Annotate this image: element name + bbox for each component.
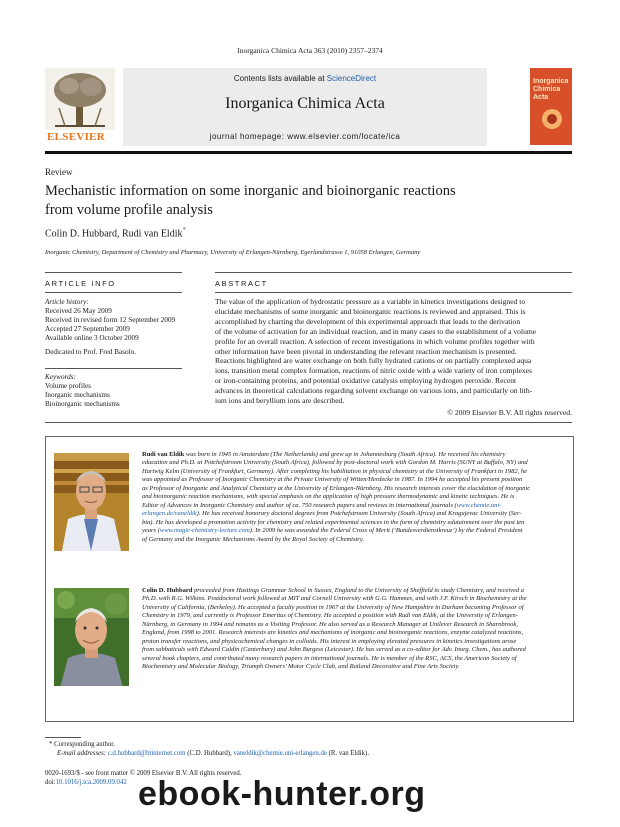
bio-line: ). He has received honorary doctoral degrees from Potchefstroom University (South Africa) and Kragujevac University (Ser- [196, 510, 522, 518]
bio-line: years ( [142, 527, 160, 535]
authors-text: Colin D. Hubbard, Rudi van Eldik [45, 228, 183, 240]
contents-line [123, 74, 487, 83]
issn-line: 0020-1693/$ - see front matter © 2009 Elsevier B.V. All rights reserved. [45, 770, 242, 777]
journal-header [45, 68, 572, 148]
bio-line: was born in 1945 in Amsterdam (The Netherlands) and grew up in Johannesburg (South Africa). He received his chemistry [184, 451, 506, 458]
bio-line: from sabbaticals with Edward Caldin (Canterbury) and John Burgess (Leicester). He has served as a co-editor for Adv. Inorg. Chem., has authored [142, 646, 526, 654]
portrait-van-eldik-icon [54, 453, 129, 551]
email-owner: (C.D. Hubbard), [185, 750, 234, 757]
homepage-link-cont[interactable]: erlangen.de/vaneldik [142, 510, 197, 518]
title-line: from volume profile analysis [45, 202, 213, 218]
bio-line: England, from 1998 to 2001. Research interests are kinetics and mechanisms of inorganic and bioinorganic reactions, enzyme catalyzed reactions, [142, 629, 524, 637]
abstract-line: accomplished by charting the development of this experimental approach that leads to the derivation [215, 316, 521, 326]
abstract-line: of the volume of activation for an individual reaction, and in many cases to the establishment of a volume [215, 326, 537, 336]
bio-line: University of California, (Berkeley). He accepted a faculty position in 1967 at the University of New Hampshire in Durham becoming Professor of [142, 603, 524, 611]
author-photo-hubbard [54, 588, 129, 686]
bio-line: Biochemistry and Molecular Biology, Triumph Owners’ Motor Cycle Club, and Rutland Decorative and Fine Arts Society. [142, 663, 460, 671]
abstract-line: The value of the application of hydrostatic pressure as a variable in kinetics investigations designed to [215, 297, 526, 306]
article-history [45, 298, 205, 357]
article-title [45, 182, 565, 220]
journal-homepage[interactable]: journal homepage: www.elsevier.com/locate/ica [209, 132, 401, 141]
bio-line: and bioinorganic reaction mechanisms, with special emphasis on the application of high pressure thermodynamic and kinetic techniques. He is [142, 493, 515, 501]
watermark: ebook-hunter.org [138, 775, 426, 813]
article-info-heading: ARTICLE INFO [45, 279, 116, 288]
abstract-line: advances in theoretical calculations regarding solvent exchange on various ions, and particularly on lith- [215, 386, 533, 396]
bio-line: Nürnberg, in Germany in 1994 and remains as a Visiting Professor. He also served as a Research Manager at Unilever Research in Sharnbrook, [142, 620, 518, 628]
corresponding-mark[interactable]: * [182, 226, 186, 234]
dedication: Dedicated to Prof. Fred Basolo. [45, 348, 137, 356]
bio-line: Hartwig Kelm (University of Frankfurt, Germany). After completing his habilitation in physical chemistry at the University of Frankfurt in 1982, he [142, 467, 527, 475]
cover-title: Inorganica Chimica Acta [533, 78, 569, 101]
footnote-mark: * [49, 741, 53, 748]
keyword: Volume profiles [45, 382, 91, 390]
author-list [45, 226, 186, 239]
homepage-link[interactable]: www.chemie.uni- [456, 501, 502, 509]
biography-box [45, 436, 574, 722]
keyword: Bioinorganic mechanisms [45, 400, 120, 408]
keywords-rule [45, 368, 182, 369]
email-vaneldik-link[interactable]: vaneldik@chemie.uni-erlangen.de [233, 750, 327, 757]
magic-chemistry-link[interactable]: www.magic-chemistry-lecture.com [159, 527, 250, 535]
footnote-rule [45, 737, 81, 738]
bio-line: proceeded from Hastings Grammar School in Sussex, England to the University of Sheffield to study Chemistry, and received a [192, 587, 525, 594]
abstract-line: or iron-containing proteins, and potential oxidative catalysis employing hydrogen peroxide. Recent [215, 376, 517, 386]
title-line: Mechanistic information on some inorganic and bioinorganic reactions [45, 183, 456, 199]
journal-citation: Inorganica Chimica Acta 363 (2010) 2357–2374 [237, 46, 383, 55]
abstract-bottom-rule [45, 422, 572, 423]
author-photo-van-eldik [54, 453, 129, 551]
journal-banner [123, 68, 487, 146]
abstract-line: elucidate mechanisms of some inorganic and bioinorganic reactions is reviewed and appraised. This is [215, 306, 526, 316]
bio-line: bia). He has developed a promotion activity for chemistry and related experimental sciences in the form of chemistry edutainment over the past ten [142, 518, 525, 526]
sciencedirect-link[interactable]: ScienceDirect [326, 74, 377, 83]
bio-name: Rudi van Eldik [142, 451, 185, 458]
cover-graphic-icon [538, 104, 566, 134]
email-owner: (R. van Eldik). [326, 750, 370, 757]
bio-van-eldik [142, 451, 567, 544]
abstract-line: ions, transition metal complex formation, reactions of nitric oxide with a wide variety of iron complexes [215, 366, 532, 376]
abstract-line: other information have been pivotal in understanding the relevant reaction mechanism is presented. [215, 346, 517, 356]
doi-label: doi: [45, 779, 56, 786]
history-label: Article history: [45, 298, 89, 306]
bio-line: Chemistry in 1979, and currently is Professor Emeritus of Chemistry. He accepted a position with Rudi van Eldik, at the University of Erlangen- [142, 612, 518, 620]
keywords [45, 373, 205, 409]
journal-cover-image [530, 68, 572, 145]
abstract-heading: ABSTRACT [215, 279, 268, 288]
history-item: Available online 3 October 2009 [45, 334, 139, 342]
abstract-top-rule [215, 272, 572, 273]
header-divider [45, 151, 572, 154]
bio-line: education and Ph.D. at Potchefstroom University (South Africa), followed by post-doctoral work with Gordon M. Harris (SUNY at Buffalo, NY) and [142, 459, 528, 467]
abstract-line: ium ions and beryllium ions are described. [215, 396, 345, 406]
bio-line: several book chapters, and contributed many research papers in international journals. He is member of the RSC, ACS, the American Society of [142, 654, 517, 662]
abstract-line: Reactions highlighted are water exchange on both fully hydrated cations or on partially complexed aqua [215, 356, 532, 366]
keywords-label: Keywords: [45, 373, 76, 381]
abstract-line: profile for an overall reaction. A selection of recent investigations in which volume profiles together with [215, 336, 535, 346]
bio-line: of Germany and the Inorganic Mechanisms Award by the Royal Society of Chemistry. [142, 535, 364, 543]
abstract-body [215, 297, 572, 406]
info-head-rule [45, 292, 182, 293]
email-hubbard-link[interactable]: c.d.hubbard@btinternet.com [107, 750, 186, 757]
email-label: E-mail addresses: [57, 750, 108, 757]
keyword: Inorganic mechanisms [45, 391, 110, 399]
history-item: Accepted 27 September 2009 [45, 325, 130, 333]
contents-prefix: Contents lists available at [233, 74, 327, 83]
bio-line: Ph.D. with R.G. Wilkins. Postdoctoral work followed at MIT and Cornell University with G.G. Hammes, and with J.F. Kirsch in Biochemistry at the [142, 595, 527, 603]
history-item: Received 26 May 2009 [45, 307, 112, 315]
portrait-hubbard-icon [54, 588, 129, 686]
abstract-head-rule [215, 292, 572, 293]
bio-line: ). In 2009 he was awarded the Federal Cross of Merit (‘Bundesverdienstkreuz’) by the Federal President [249, 527, 523, 535]
footnote [45, 740, 572, 758]
bio-line: proton transfer reactions, and physicochemical changes in colloids. His interest in employing elevated pressures in kinetics investigations arose [142, 637, 517, 645]
affiliation: Inorganic Chemistry, Department of Chemistry and Pharmacy, University of Erlangen-Nürnberg, Egerlandstrasse 1, 91058 Erlangen, Germany [45, 249, 421, 256]
bio-line: Editor of Advances in Inorganic Chemistry and author of ca. 750 research papers and reviews in international journals ( [142, 501, 457, 509]
elsevier-wordmark: ELSEVIER [47, 131, 106, 143]
doi-link[interactable]: 10.1016/j.ica.2009.09.042 [55, 779, 127, 786]
info-top-rule [45, 272, 182, 273]
bio-name: Colin D. Hubbard [142, 587, 193, 594]
article-type: Review [45, 167, 73, 177]
corresponding-author: Corresponding author. [54, 741, 115, 748]
copyright: © 2009 Elsevier B.V. All rights reserved. [447, 408, 572, 417]
bio-hubbard [142, 587, 567, 672]
journal-title: Inorganica Chimica Acta [225, 95, 385, 112]
bio-line: was appointed as Professor of Inorganic Chemistry at the Private University of Witten/Herdecke in 1987. In 1994 he accepted his present position [142, 476, 523, 484]
history-item: Received in revised form 12 September 2009 [45, 316, 176, 324]
bio-line: as Professor of Inorganic and Analytical Chemistry at the University of Erlangen-Nürnberg. His research interests cover the elucidation of inorganic [142, 484, 531, 492]
